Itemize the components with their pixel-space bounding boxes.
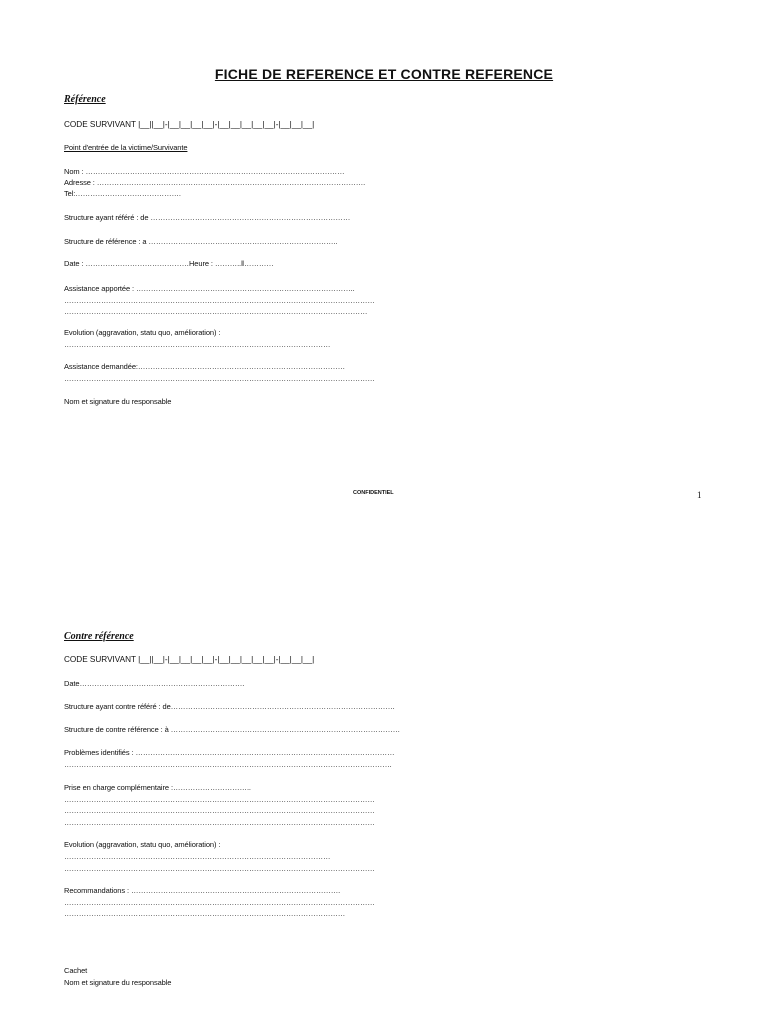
address-field[interactable]: Adresse : ………………………………………………………………………………………………. [64,178,366,187]
evolution-label: Evolution (aggravation, statu quo, amélioration) : [64,840,221,849]
counter-reference-structure-field[interactable]: Structure de contre référence : à ………………………………………………………………………………… [64,725,401,734]
assistance-provided-field[interactable]: Assistance apportée : …………………………………………………………………………….. [64,284,355,293]
evolution-label: Evolution (aggravation, statu quo, amélioration) : [64,328,221,337]
evolution-line[interactable]: ……………………………………………………………………………………………… [64,852,331,861]
confidential-footer: CONFIDENTIEL [353,490,394,496]
signature-label: Nom et signature du responsable [64,397,172,406]
reference-structure-field[interactable]: Structure de référence : a ………………………………………………………………….. [64,237,338,246]
evolution-line[interactable]: ……………………………………………………………………………………………………………… [64,864,375,873]
signature-label: Nom et signature du responsable [64,978,172,987]
survivor-code-field[interactable]: CODE SURVIVANT |__||__|-|__|__|__|__|-|__|__|__|__|__|-|__|__|__| [64,655,315,664]
complementary-care-line[interactable]: ……………………………………………………………………………………………………………… [64,818,375,827]
recommendations-line[interactable]: ……………………………………………………………………………………………………………… [64,898,375,907]
assistance-provided-line[interactable]: ……………………………………………………………………………………………………………… [64,296,375,305]
assistance-requested-field[interactable]: Assistance demandée:………………………………………………………………………… [64,362,346,371]
counter-reference-heading: Contre référence [64,631,134,642]
phone-field[interactable]: Tel:……………………………………. [64,189,181,198]
name-field[interactable]: Nom : …………………………………………………………………………………………… [64,167,345,176]
recommendations-line[interactable]: …………………………………………………………………………………………………… [64,909,346,918]
page-number: 1 [697,490,702,500]
entry-point-label: Point d'entrée de la victime/Survivante [64,143,188,152]
assistance-provided-line[interactable]: …………………………………………………………………………………………………………… [64,307,368,316]
counter-referring-structure-field[interactable]: Structure ayant contre référé : de………………………………………………………………………………. [64,702,395,711]
date-time-field[interactable]: Date : ……………………………………Heure : ………..‖………… [64,259,274,268]
survivor-code-field[interactable]: CODE SURVIVANT |__||__|-|__|__|__|__|-|__|__|__|__|__|-|__|__|__| [64,120,315,129]
problems-line[interactable]: ……………………………………………………………………………………………………………………. [64,760,392,769]
reference-heading: Référence [64,94,106,105]
assistance-requested-line[interactable]: ……………………………………………………………………………………………………………… [64,374,375,383]
stamp-label: Cachet [64,966,88,975]
complementary-care-line[interactable]: ……………………………………………………………………………………………………………… [64,806,375,815]
form-title: FICHE DE REFERENCE ET CONTRE REFERENCE [214,66,554,82]
recommendations-field[interactable]: Recommandations : …………………………………………………………………………. [64,886,341,895]
problems-field[interactable]: Problèmes identifiés : …………………………………………………………………………………………… [64,748,395,757]
date-field[interactable]: Date…………………………………………………………. [64,679,245,688]
referring-structure-field[interactable]: Structure ayant référé : de ……………………………………………………………………… [64,213,351,222]
evolution-line[interactable]: ……………………………………………………………………………………………… [64,340,331,349]
complementary-care-field[interactable]: Prise en charge complémentaire :………………………….. [64,783,251,792]
complementary-care-line[interactable]: ……………………………………………………………………………………………………………… [64,795,375,804]
